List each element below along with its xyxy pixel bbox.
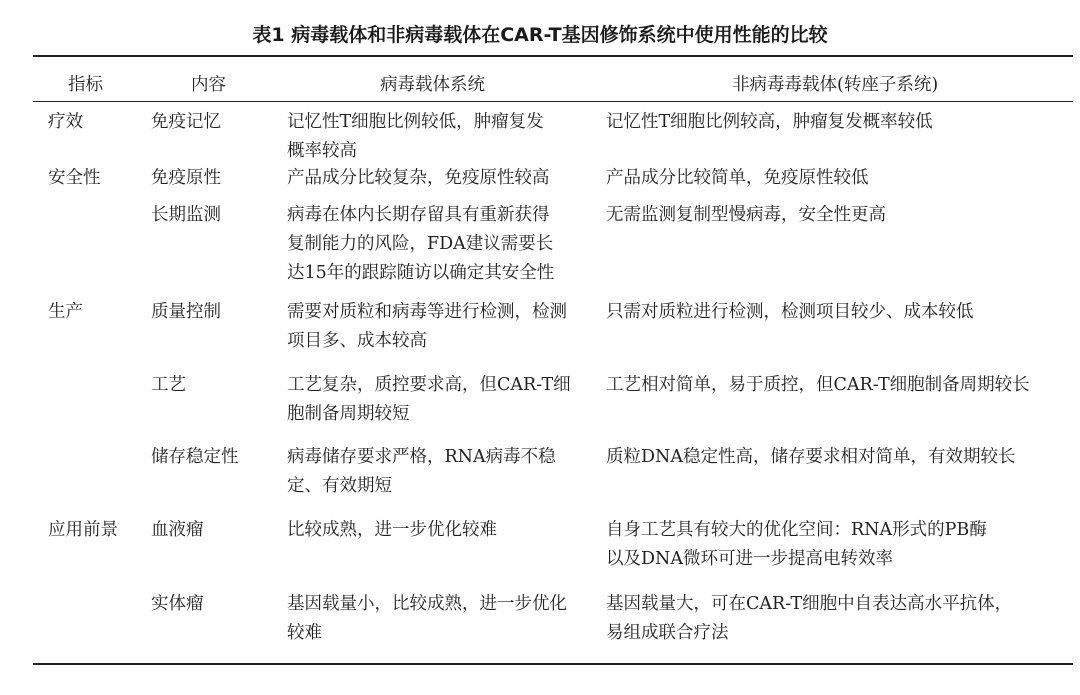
row-category: 应用前景 (48, 520, 118, 540)
header-rule (33, 101, 1073, 102)
viral-line: 比较成熟，进一步优化较难 (287, 520, 497, 540)
bottom-rule (33, 663, 1073, 665)
row-item: 血液瘤 (151, 520, 204, 540)
viral-line: 定、有效期短 (287, 476, 392, 496)
viral-line: 达15年的跟踪随访以确定其安全性 (287, 263, 555, 283)
viral-line: 胞制备周期较短 (287, 404, 410, 424)
row-item: 工艺 (151, 375, 186, 395)
nonviral-line: 质粒DNA稳定性高，储存要求相对简单，有效期较长 (606, 447, 1016, 467)
viral-line: 复制能力的风险，FDA建议需要长 (287, 234, 554, 254)
row-item: 免疫原性 (151, 168, 221, 188)
table-title: 表1 病毒载体和非病毒载体在CAR-T基因修饰系统中使用性能的比较 (252, 24, 828, 46)
row-category: 疗效 (48, 112, 83, 132)
row-item: 质量控制 (151, 302, 221, 322)
nonviral-line: 无需监测复制型慢病毒，安全性更高 (606, 205, 886, 225)
nonviral-line: 产品成分比较简单，免疫原性较低 (606, 168, 869, 188)
viral-line: 病毒储存要求严格，RNA病毒不稳 (287, 447, 556, 467)
row-item: 储存稳定性 (151, 447, 239, 467)
nonviral-line: 只需对质粒进行检测，检测项目较少、成本较低 (606, 302, 974, 322)
row-category: 生产 (48, 302, 83, 322)
nonviral-line: 以及DNA微环可进一步提高电转效率 (606, 549, 893, 569)
viral-line: 工艺复杂，质控要求高，但CAR-T细 (287, 375, 571, 395)
nonviral-line: 基因载量大，可在CAR-T细胞中自表达高水平抗体， (606, 594, 1013, 614)
top-rule (33, 55, 1073, 57)
header-viral-system: 病毒载体系统 (380, 75, 485, 95)
viral-line: 较难 (287, 623, 322, 643)
viral-line: 概率较高 (287, 141, 357, 161)
nonviral-line: 工艺相对简单，易于质控，但CAR-T细胞制备周期较长 (606, 375, 1030, 395)
viral-line: 需要对质粒和病毒等进行检测，检测 (287, 302, 567, 322)
header-indicator: 指标 (68, 75, 103, 95)
header-content: 内容 (191, 75, 226, 95)
row-item: 长期监测 (151, 205, 221, 225)
viral-line: 基因载量小，比较成熟，进一步优化 (287, 594, 567, 614)
viral-line: 记忆性T细胞比例较低，肿瘤复发 (287, 112, 544, 132)
nonviral-line: 自身工艺具有较大的优化空间：RNA形式的PB酶 (606, 520, 987, 540)
viral-line: 产品成分比较复杂，免疫原性较高 (287, 168, 550, 188)
viral-line: 病毒在体内长期存留具有重新获得 (287, 205, 550, 225)
row-category: 安全性 (48, 168, 101, 188)
viral-line: 项目多、成本较高 (287, 331, 427, 351)
nonviral-line: 记忆性T细胞比例较高，肿瘤复发概率较低 (606, 112, 933, 132)
row-item: 实体瘤 (151, 594, 204, 614)
nonviral-line: 易组成联合疗法 (606, 623, 729, 643)
row-item: 免疫记忆 (151, 112, 221, 132)
header-nonviral-system: 非病毒毒载体(转座子系统) (732, 75, 939, 95)
